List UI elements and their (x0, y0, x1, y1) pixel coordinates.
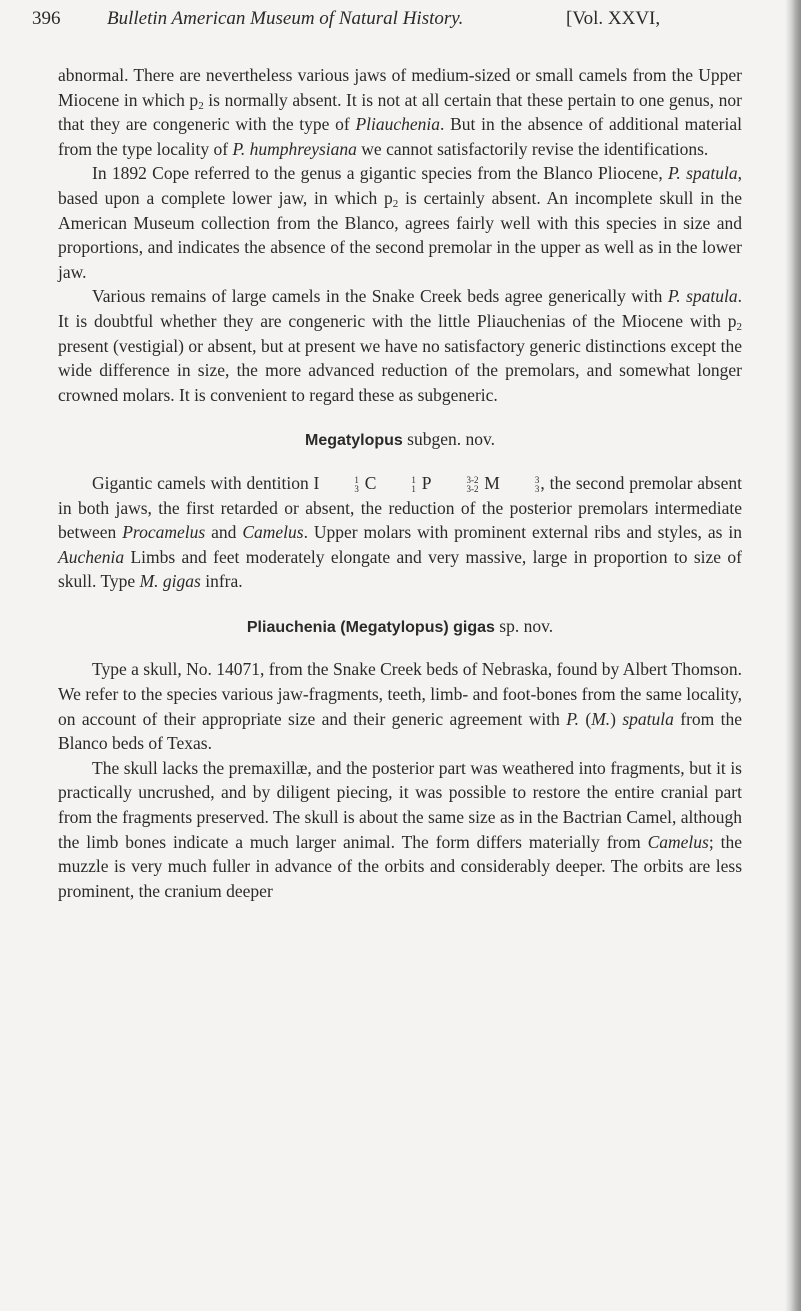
dental-formula-incisors: 1 3 (354, 474, 359, 494)
subgenus-heading: Megatylopus subgen. nov. (305, 429, 495, 450)
dental-formula-canines: 1 1 (411, 474, 416, 494)
paragraph-3: Various remains of large camels in the Snake Creek beds agree generically with P. spatula. It is doubtful whether they are congeneric with the little Pliauchenias of the Miocene with $p_2$ present (vestigial) or absent, but at present we have no satisfactory generic distinctions except the wide difference in size, the more advanced reduction of the premolars, and somewhat longer crowned molars. It is convenient to regard these as subgeneric. (58, 286, 743, 405)
journal-title: Bulletin American Museum of Natural History. (107, 8, 464, 29)
paragraph-4: Gigantic camels with dentition I 1 3 C 1 1 P 3-2 3-2 M 3 3 , the second premolar absent in both jaws, the first retarded or absent, the reduction of the posterior premolars intermediate between Procamelus and Camelus. Upper molars with prominent external ribs and styles, as in Auchenia Limbs and feet moderately elongate and very massive, large in proportion to size of skull. Type M. gigas infra. (58, 472, 742, 592)
page-number: 396 (32, 8, 61, 29)
species-heading: Pliauchenia (Megatylopus) gigas sp. nov. (246, 615, 554, 636)
paragraph-2: In 1892 Cope referred to the genus a gigantic species from the Blanco Pliocene, P. spatula, based upon a complete lower jaw, in which $p_2$ is certainly absent. An incomplete skull in the American Museum collection from the Blanco, agrees fairly well with this species in size and proportions, and indicates the absence of the second premolar in the upper as well as in the lower jaw. (58, 163, 742, 282)
article-body (58, 63, 742, 903)
dental-formula-premolars: 3-2 3-2 (466, 474, 479, 494)
page-edge-shadow (785, 0, 801, 1311)
volume-label: [Vol. XXVI, (566, 8, 661, 29)
dental-formula-molars: 3 3 (534, 474, 540, 494)
paragraph-5: Type a skull, No. 14071, from the Snake Creek beds of Nebraska, found by Albert Thomson. We refer to the species various jaw-fragments, teeth, limb- and foot-bones from the same locality, on account of their appropriate size and their generic agreement with P. (M.) spatula from the Blanco beds of Texas. (58, 659, 743, 754)
paragraph-1: abnormal. There are nevertheless various jaws of medium-sized or small camels from the Upper Miocene in which $p_2$ is normally absent. It is not at all certain that these pertain to one genus, nor that they are congeneric with the type of Pliauchenia. But in the absence of additional material from the type locality of P. humphreysiana we cannot satisfactorily revise the identifications. (58, 65, 742, 159)
paragraph-6: The skull lacks the premaxillæ, and the posterior part was weathered into fragments, but it is practically uncrushed, and by diligent piecing, it was possible to restore the entire cranial part from the fragments preserved. The skull is about the same size as in the Bactrian Camel, although the limb bones indicate a much larger animal. The form differs materially from Camelus; the muzzle is very much fuller in advance of the orbits and considerably deeper. The orbits are less prominent, the cranium deeper (58, 757, 742, 901)
